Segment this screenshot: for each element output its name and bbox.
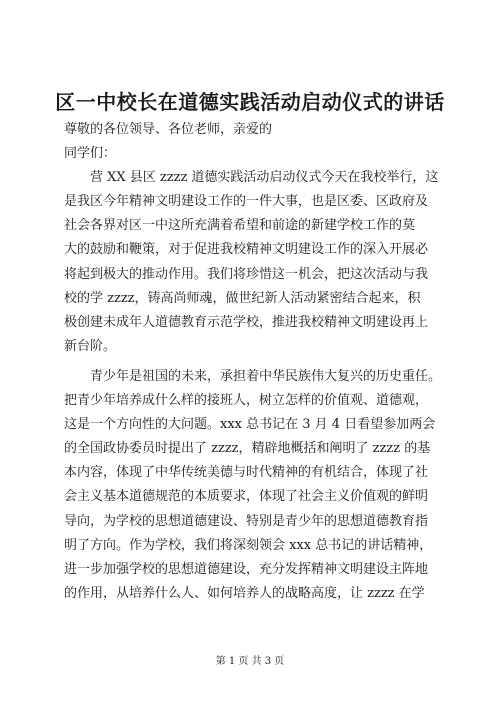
salutation-line: 同学们： [64, 146, 117, 162]
paragraph-line: 新台阶。 [64, 338, 117, 354]
paragraph-line: 会主义基本道德规范的本质要求，体现了社会主义价值观的鲜明 [64, 489, 429, 505]
paragraph-line: 这是一个方向性的大问题。xxx 总书记在 3 月 4 日看望参加两会 [64, 417, 436, 433]
paragraph-line: 社会各界对区一中这所充满着希望和前途的新建学校工作的莫 [64, 218, 416, 234]
paragraph-line: 青少年是祖国的未来，承担着中华民族伟大复兴的历史重任。 [90, 368, 442, 384]
paragraph-line: 本内容，体现了中华传统美德与时代精神的有机结合，体现了社 [64, 465, 429, 481]
paragraph-line: 营 XX 县区 zzzz 道德实践活动启动仪式今天在我校举行，这 [90, 170, 439, 186]
paragraph-line: 的全国政协委员时提出了 zzzz，精辟地概括和阐明了 zzzz 的基 [64, 441, 431, 457]
document-title: 区一中校长在道德实践活动启动仪式的讲话 [55, 90, 445, 114]
document-body [64, 118, 444, 606]
paragraph-line: 极创建未成年人道德教育示范学校，推进我校精神文明建设再上 [64, 314, 429, 330]
page-number-footer: 第 1 页 共 3 页 [215, 656, 285, 667]
paragraph-line: 的作用，从培养什么人、如何培养人的战略高度，让 zzzz 在学 [64, 585, 425, 601]
paragraph-line: 把青少年培养成什么样的接班人，树立怎样的价值观、道德观， [64, 393, 429, 409]
paragraph-line: 进一步加强学校的思想道德建设，充分发挥精神文明建设主阵地 [64, 561, 429, 577]
paragraph-line: 将起到极大的推动作用。我们将珍惜这一机会，把这次活动与我 [64, 266, 429, 282]
paragraph-line: 明了方向。作为学校，我们将深刻领会 xxx 总书记的讲话精神， [64, 537, 433, 553]
paragraph-line: 校的学 zzzz，铸高尚师魂，做世纪新人活动紧密结合起来，积 [64, 290, 421, 306]
paragraph-line: 大的鼓励和鞭策，对于促进我校精神文明建设工作的深入开展必 [64, 242, 429, 258]
paragraph-line: 是我区今年精神文明建设工作的一件大事，也是区委、区政府及 [64, 194, 429, 210]
paragraph-line: 导向，为学校的思想道德建设、特别是青少年的思想道德教育指 [64, 513, 429, 529]
salutation-line: 尊敬的各位领导、各位老师，亲爱的 [64, 122, 273, 137]
